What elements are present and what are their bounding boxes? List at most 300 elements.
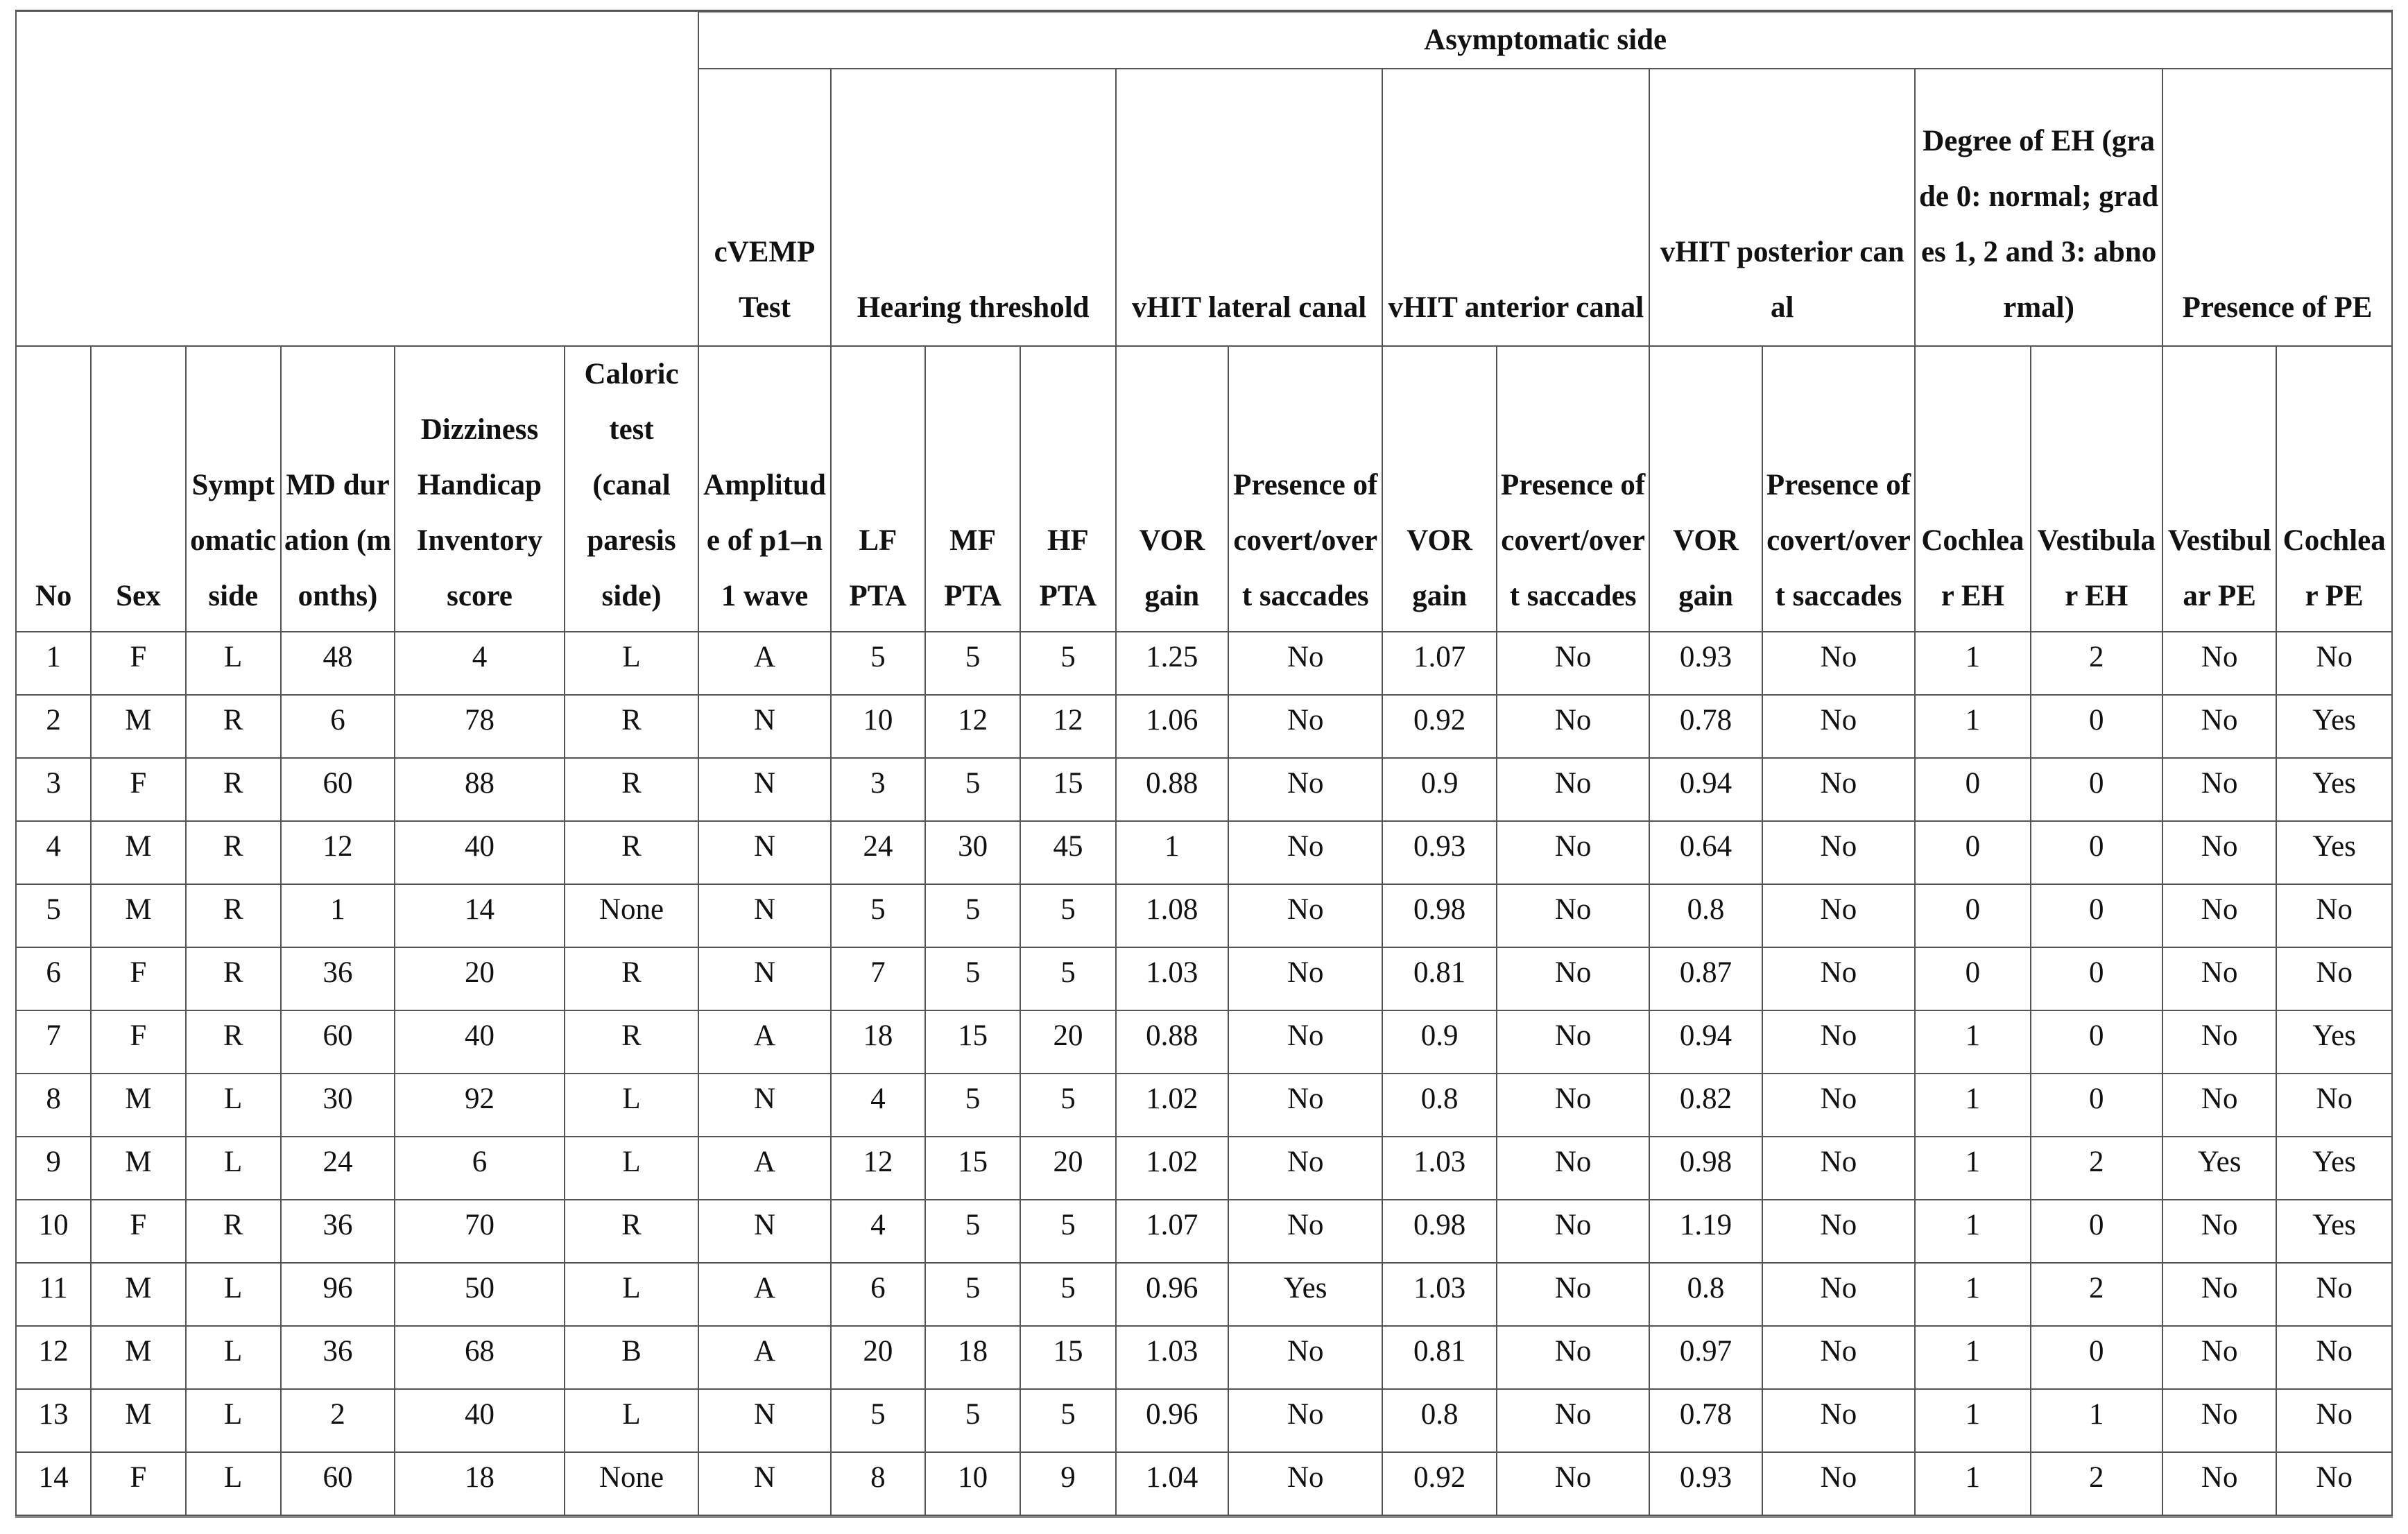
cell-lateral-vor-gain: 1.03 <box>1116 1326 1228 1389</box>
cell-posterior-saccades: No <box>1762 1074 1916 1137</box>
cell-sex: F <box>91 947 185 1010</box>
cell-symptomatic-side: L <box>186 1263 281 1326</box>
cell-cochlear-pe: No <box>2276 1452 2392 1515</box>
col-header-symptomatic-side: Symptomatic side <box>186 346 281 632</box>
header-degree-of-eh: Degree of EH (grade 0: normal; grades 1, 2 and 3: abnormal) <box>1915 69 2162 346</box>
cell-vestibular-eh: 0 <box>2031 821 2162 884</box>
cell-vestibular-eh: 0 <box>2031 947 2162 1010</box>
col-header-vestibular-pe: Vestibular PE <box>2162 346 2276 632</box>
cell-vestibular-eh: 2 <box>2031 1263 2162 1326</box>
cell-no: 7 <box>16 1010 91 1074</box>
table-row <box>16 1200 2392 1263</box>
cell-caloric-test: L <box>565 1137 699 1200</box>
cell-posterior-saccades: No <box>1762 1326 1916 1389</box>
cell-lateral-saccades: Yes <box>1228 1263 1383 1326</box>
cell-lateral-saccades: No <box>1228 758 1383 821</box>
cell-mf-pta: 5 <box>925 1200 1020 1263</box>
cell-posterior-vor-gain: 0.94 <box>1649 758 1762 821</box>
cell-mf-pta: 5 <box>925 758 1020 821</box>
cell-symptomatic-side: L <box>186 1389 281 1452</box>
cell-hf-pta: 5 <box>1020 1200 1115 1263</box>
header-asymptomatic-side: Asymptomatic side <box>698 12 2392 69</box>
cell-lateral-saccades: No <box>1228 1010 1383 1074</box>
cell-no: 5 <box>16 884 91 947</box>
cell-symptomatic-side: R <box>186 1010 281 1074</box>
cell-lateral-saccades: No <box>1228 1137 1383 1200</box>
col-header-lf-pta: LF PTA <box>831 346 925 632</box>
cell-anterior-vor-gain: 0.92 <box>1382 1452 1496 1515</box>
cell-posterior-vor-gain: 0.93 <box>1649 632 1762 695</box>
cell-anterior-vor-gain: 0.81 <box>1382 1326 1496 1389</box>
cell-lf-pta: 6 <box>831 1263 925 1326</box>
cell-lateral-vor-gain: 1 <box>1116 821 1228 884</box>
cell-anterior-saccades: No <box>1497 947 1650 1010</box>
cell-mf-pta: 5 <box>925 632 1020 695</box>
cell-dhi-score: 18 <box>395 1452 565 1515</box>
cell-sex: F <box>91 1010 185 1074</box>
cell-hf-pta: 9 <box>1020 1452 1115 1515</box>
header-cvemp: cVEMP Test <box>698 69 830 346</box>
cell-md-duration: 2 <box>281 1389 395 1452</box>
cell-symptomatic-side: L <box>186 1137 281 1200</box>
cell-posterior-vor-gain: 0.64 <box>1649 821 1762 884</box>
header-vhit-anterior: vHIT anterior canal <box>1382 69 1649 346</box>
cell-cochlear-eh: 1 <box>1915 632 2030 695</box>
cell-anterior-saccades: No <box>1497 1137 1650 1200</box>
col-header-vestibular-eh: Vestibular EH <box>2031 346 2162 632</box>
cell-vestibular-eh: 0 <box>2031 1010 2162 1074</box>
cell-posterior-saccades: No <box>1762 758 1916 821</box>
cell-mf-pta: 5 <box>925 1263 1020 1326</box>
cell-sex: M <box>91 695 185 758</box>
cell-vestibular-eh: 2 <box>2031 1137 2162 1200</box>
cell-cochlear-eh: 1 <box>1915 1010 2030 1074</box>
cell-lf-pta: 5 <box>831 884 925 947</box>
cell-lateral-vor-gain: 0.96 <box>1116 1263 1228 1326</box>
cell-md-duration: 6 <box>281 695 395 758</box>
col-header-posterior-saccades: Presence of covert/overt saccades <box>1762 346 1916 632</box>
cell-posterior-saccades: No <box>1762 1137 1916 1200</box>
cell-anterior-vor-gain: 1.03 <box>1382 1263 1496 1326</box>
cell-posterior-saccades: No <box>1762 1389 1916 1452</box>
cell-sex: F <box>91 632 185 695</box>
col-header-cochlear-eh: Cochlear EH <box>1915 346 2030 632</box>
cell-sex: M <box>91 1263 185 1326</box>
cell-posterior-vor-gain: 0.8 <box>1649 884 1762 947</box>
table-row <box>16 1389 2392 1452</box>
cell-hf-pta: 20 <box>1020 1010 1115 1074</box>
cell-cochlear-pe: No <box>2276 947 2392 1010</box>
cell-anterior-vor-gain: 0.98 <box>1382 1200 1496 1263</box>
cell-cochlear-eh: 1 <box>1915 1200 2030 1263</box>
col-header-caloric-test: Caloric test (canal paresis side) <box>565 346 699 632</box>
cell-caloric-test: R <box>565 1010 699 1074</box>
cell-lateral-vor-gain: 0.96 <box>1116 1389 1228 1452</box>
cell-cochlear-eh: 1 <box>1915 1137 2030 1200</box>
cell-sex: M <box>91 1389 185 1452</box>
table-page <box>15 10 2393 1522</box>
cell-amplitude: N <box>698 947 830 1010</box>
cell-caloric-test: None <box>565 1452 699 1515</box>
cell-vestibular-pe: No <box>2162 1326 2276 1389</box>
cell-vestibular-pe: No <box>2162 1263 2276 1326</box>
cell-posterior-vor-gain: 0.87 <box>1649 947 1762 1010</box>
cell-hf-pta: 5 <box>1020 947 1115 1010</box>
col-header-no: No <box>16 346 91 632</box>
cell-anterior-saccades: No <box>1497 1326 1650 1389</box>
cell-cochlear-eh: 1 <box>1915 1263 2030 1326</box>
cell-no: 13 <box>16 1389 91 1452</box>
cell-posterior-saccades: No <box>1762 1010 1916 1074</box>
cell-md-duration: 48 <box>281 632 395 695</box>
cell-vestibular-eh: 0 <box>2031 1200 2162 1263</box>
table-row <box>16 1326 2392 1389</box>
table-row <box>16 821 2392 884</box>
cell-dhi-score: 20 <box>395 947 565 1010</box>
cell-no: 10 <box>16 1200 91 1263</box>
cell-sex: M <box>91 884 185 947</box>
cell-posterior-saccades: No <box>1762 947 1916 1010</box>
cell-dhi-score: 14 <box>395 884 565 947</box>
cell-lf-pta: 4 <box>831 1074 925 1137</box>
cell-amplitude: N <box>698 884 830 947</box>
cell-anterior-vor-gain: 0.9 <box>1382 758 1496 821</box>
cell-dhi-score: 40 <box>395 1010 565 1074</box>
cell-sex: F <box>91 1200 185 1263</box>
cell-symptomatic-side: R <box>186 1200 281 1263</box>
cell-lf-pta: 7 <box>831 947 925 1010</box>
header-vhit-lateral: vHIT lateral canal <box>1116 69 1383 346</box>
cell-lf-pta: 5 <box>831 1389 925 1452</box>
cell-md-duration: 96 <box>281 1263 395 1326</box>
cell-amplitude: N <box>698 758 830 821</box>
cell-dhi-score: 88 <box>395 758 565 821</box>
cell-dhi-score: 6 <box>395 1137 565 1200</box>
cell-anterior-vor-gain: 0.93 <box>1382 821 1496 884</box>
cell-lateral-saccades: No <box>1228 884 1383 947</box>
bottom-rule <box>15 1516 2393 1518</box>
cell-lateral-vor-gain: 1.03 <box>1116 947 1228 1010</box>
cell-hf-pta: 20 <box>1020 1137 1115 1200</box>
cell-cochlear-eh: 1 <box>1915 695 2030 758</box>
table-row <box>16 884 2392 947</box>
cell-vestibular-pe: No <box>2162 1389 2276 1452</box>
cell-mf-pta: 30 <box>925 821 1020 884</box>
cell-dhi-score: 92 <box>395 1074 565 1137</box>
table-row <box>16 1010 2392 1074</box>
cell-cochlear-pe: Yes <box>2276 1010 2392 1074</box>
cell-posterior-vor-gain: 1.19 <box>1649 1200 1762 1263</box>
cell-lf-pta: 8 <box>831 1452 925 1515</box>
cell-anterior-saccades: No <box>1497 1263 1650 1326</box>
cell-cochlear-eh: 0 <box>1915 821 2030 884</box>
cell-anterior-vor-gain: 0.98 <box>1382 884 1496 947</box>
cell-lateral-vor-gain: 1.25 <box>1116 632 1228 695</box>
data-table <box>15 11 2393 1516</box>
cell-hf-pta: 5 <box>1020 1263 1115 1326</box>
cell-sex: M <box>91 1137 185 1200</box>
cell-dhi-score: 70 <box>395 1200 565 1263</box>
cell-caloric-test: L <box>565 1389 699 1452</box>
cell-lateral-vor-gain: 1.02 <box>1116 1074 1228 1137</box>
cell-anterior-saccades: No <box>1497 1452 1650 1515</box>
cell-caloric-test: R <box>565 1200 699 1263</box>
cell-symptomatic-side: L <box>186 1326 281 1389</box>
table-row <box>16 695 2392 758</box>
cell-sex: F <box>91 1452 185 1515</box>
col-header-amplitude: Amplitude of p1–n1 wave <box>698 346 830 632</box>
cell-no: 2 <box>16 695 91 758</box>
cell-amplitude: A <box>698 632 830 695</box>
cell-md-duration: 12 <box>281 821 395 884</box>
cell-hf-pta: 15 <box>1020 758 1115 821</box>
table-body <box>16 632 2392 1515</box>
cell-vestibular-pe: No <box>2162 1200 2276 1263</box>
table-row <box>16 1452 2392 1515</box>
cell-symptomatic-side: R <box>186 947 281 1010</box>
cell-md-duration: 36 <box>281 1326 395 1389</box>
cell-vestibular-pe: No <box>2162 1452 2276 1515</box>
cell-vestibular-pe: No <box>2162 758 2276 821</box>
cell-cochlear-pe: No <box>2276 1326 2392 1389</box>
cell-lf-pta: 24 <box>831 821 925 884</box>
col-header-anterior-vor-gain: VOR gain <box>1382 346 1496 632</box>
cell-vestibular-pe: Yes <box>2162 1137 2276 1200</box>
cell-md-duration: 1 <box>281 884 395 947</box>
cell-posterior-saccades: No <box>1762 884 1916 947</box>
cell-amplitude: A <box>698 1326 830 1389</box>
col-header-anterior-saccades: Presence of covert/overt saccades <box>1497 346 1650 632</box>
cell-posterior-vor-gain: 0.78 <box>1649 1389 1762 1452</box>
cell-no: 11 <box>16 1263 91 1326</box>
cell-hf-pta: 5 <box>1020 1074 1115 1137</box>
cell-posterior-vor-gain: 0.93 <box>1649 1452 1762 1515</box>
cell-amplitude: A <box>698 1137 830 1200</box>
cell-vestibular-pe: No <box>2162 695 2276 758</box>
cell-caloric-test: R <box>565 695 699 758</box>
cell-caloric-test: L <box>565 632 699 695</box>
cell-anterior-vor-gain: 0.8 <box>1382 1074 1496 1137</box>
cell-hf-pta: 15 <box>1020 1326 1115 1389</box>
table-row <box>16 1137 2392 1200</box>
cell-dhi-score: 40 <box>395 1389 565 1452</box>
header-corner-blank <box>16 12 698 346</box>
cell-lateral-vor-gain: 1.02 <box>1116 1137 1228 1200</box>
cell-mf-pta: 18 <box>925 1326 1020 1389</box>
cell-cochlear-eh: 1 <box>1915 1389 2030 1452</box>
cell-md-duration: 60 <box>281 1452 395 1515</box>
cell-caloric-test: B <box>565 1326 699 1389</box>
cell-cochlear-pe: No <box>2276 1263 2392 1326</box>
cell-cochlear-eh: 1 <box>1915 1452 2030 1515</box>
col-header-lateral-saccades: Presence of covert/overt saccades <box>1228 346 1383 632</box>
cell-mf-pta: 5 <box>925 884 1020 947</box>
cell-caloric-test: None <box>565 884 699 947</box>
col-header-cochlear-pe: Cochlear PE <box>2276 346 2392 632</box>
cell-lateral-saccades: No <box>1228 947 1383 1010</box>
cell-lateral-vor-gain: 0.88 <box>1116 1010 1228 1074</box>
cell-symptomatic-side: R <box>186 695 281 758</box>
cell-no: 4 <box>16 821 91 884</box>
cell-symptomatic-side: L <box>186 1074 281 1137</box>
cell-caloric-test: L <box>565 1074 699 1137</box>
cell-lateral-vor-gain: 1.08 <box>1116 884 1228 947</box>
cell-lateral-vor-gain: 1.07 <box>1116 1200 1228 1263</box>
cell-vestibular-pe: No <box>2162 821 2276 884</box>
cell-anterior-saccades: No <box>1497 1200 1650 1263</box>
cell-lateral-saccades: No <box>1228 1326 1383 1389</box>
table-row <box>16 758 2392 821</box>
cell-amplitude: A <box>698 1263 830 1326</box>
table-row <box>16 947 2392 1010</box>
cell-anterior-saccades: No <box>1497 695 1650 758</box>
cell-dhi-score: 78 <box>395 695 565 758</box>
cell-symptomatic-side: R <box>186 884 281 947</box>
cell-anterior-saccades: No <box>1497 884 1650 947</box>
cell-lf-pta: 10 <box>831 695 925 758</box>
cell-symptomatic-side: L <box>186 1452 281 1515</box>
cell-vestibular-pe: No <box>2162 632 2276 695</box>
cell-cochlear-pe: No <box>2276 1389 2392 1452</box>
cell-anterior-vor-gain: 0.9 <box>1382 1010 1496 1074</box>
cell-posterior-saccades: No <box>1762 821 1916 884</box>
col-header-lateral-vor-gain: VOR gain <box>1116 346 1228 632</box>
cell-amplitude: N <box>698 1452 830 1515</box>
cell-caloric-test: R <box>565 821 699 884</box>
cell-symptomatic-side: R <box>186 758 281 821</box>
cell-mf-pta: 12 <box>925 695 1020 758</box>
cell-lateral-vor-gain: 0.88 <box>1116 758 1228 821</box>
cell-posterior-saccades: No <box>1762 632 1916 695</box>
cell-lf-pta: 18 <box>831 1010 925 1074</box>
cell-lf-pta: 4 <box>831 1200 925 1263</box>
cell-anterior-vor-gain: 0.81 <box>1382 947 1496 1010</box>
header-vhit-posterior: vHIT posterior canal <box>1649 69 1915 346</box>
cell-hf-pta: 5 <box>1020 884 1115 947</box>
cell-vestibular-eh: 2 <box>2031 1452 2162 1515</box>
cell-lf-pta: 3 <box>831 758 925 821</box>
cell-anterior-vor-gain: 1.07 <box>1382 632 1496 695</box>
cell-lateral-saccades: No <box>1228 821 1383 884</box>
cell-hf-pta: 5 <box>1020 1389 1115 1452</box>
cell-anterior-saccades: No <box>1497 821 1650 884</box>
cell-amplitude: N <box>698 1389 830 1452</box>
cell-caloric-test: L <box>565 1263 699 1326</box>
cell-cochlear-eh: 0 <box>1915 758 2030 821</box>
cell-hf-pta: 5 <box>1020 632 1115 695</box>
cell-cochlear-pe: No <box>2276 1074 2392 1137</box>
cell-posterior-saccades: No <box>1762 1452 1916 1515</box>
cell-lf-pta: 20 <box>831 1326 925 1389</box>
cell-cochlear-pe: Yes <box>2276 1137 2392 1200</box>
cell-no: 14 <box>16 1452 91 1515</box>
cell-dhi-score: 50 <box>395 1263 565 1326</box>
cell-cochlear-eh: 0 <box>1915 947 2030 1010</box>
cell-lateral-saccades: No <box>1228 1452 1383 1515</box>
cell-vestibular-eh: 0 <box>2031 695 2162 758</box>
cell-vestibular-pe: No <box>2162 947 2276 1010</box>
table-row <box>16 1074 2392 1137</box>
cell-hf-pta: 12 <box>1020 695 1115 758</box>
cell-amplitude: N <box>698 695 830 758</box>
cell-cochlear-eh: 0 <box>1915 884 2030 947</box>
cell-lateral-saccades: No <box>1228 632 1383 695</box>
cell-symptomatic-side: R <box>186 821 281 884</box>
col-header-sex: Sex <box>91 346 185 632</box>
cell-anterior-vor-gain: 0.8 <box>1382 1389 1496 1452</box>
cell-lateral-saccades: No <box>1228 1074 1383 1137</box>
col-header-mf-pta: MF PTA <box>925 346 1020 632</box>
header-hearing-threshold: Hearing threshold <box>831 69 1116 346</box>
cell-mf-pta: 5 <box>925 1074 1020 1137</box>
cell-anterior-saccades: No <box>1497 1010 1650 1074</box>
cell-anterior-saccades: No <box>1497 1389 1650 1452</box>
header-presence-of-pe: Presence of PE <box>2162 69 2392 346</box>
cell-md-duration: 30 <box>281 1074 395 1137</box>
cell-posterior-vor-gain: 0.8 <box>1649 1263 1762 1326</box>
cell-mf-pta: 15 <box>925 1137 1020 1200</box>
cell-anterior-saccades: No <box>1497 1074 1650 1137</box>
cell-lf-pta: 5 <box>831 632 925 695</box>
cell-md-duration: 24 <box>281 1137 395 1200</box>
cell-anterior-vor-gain: 1.03 <box>1382 1137 1496 1200</box>
cell-amplitude: A <box>698 1010 830 1074</box>
cell-sex: M <box>91 1326 185 1389</box>
cell-cochlear-pe: Yes <box>2276 695 2392 758</box>
cell-sex: M <box>91 821 185 884</box>
cell-posterior-saccades: No <box>1762 695 1916 758</box>
cell-no: 3 <box>16 758 91 821</box>
cell-lateral-saccades: No <box>1228 695 1383 758</box>
cell-dhi-score: 40 <box>395 821 565 884</box>
cell-posterior-vor-gain: 0.78 <box>1649 695 1762 758</box>
col-header-md-duration: MD duration (months) <box>281 346 395 632</box>
cell-cochlear-eh: 1 <box>1915 1074 2030 1137</box>
cell-lateral-vor-gain: 1.06 <box>1116 695 1228 758</box>
cell-vestibular-pe: No <box>2162 1010 2276 1074</box>
cell-no: 9 <box>16 1137 91 1200</box>
cell-cochlear-pe: Yes <box>2276 821 2392 884</box>
cell-hf-pta: 45 <box>1020 821 1115 884</box>
cell-md-duration: 60 <box>281 1010 395 1074</box>
cell-amplitude: N <box>698 1074 830 1137</box>
cell-anterior-saccades: No <box>1497 632 1650 695</box>
col-header-posterior-vor-gain: VOR gain <box>1649 346 1762 632</box>
cell-posterior-vor-gain: 0.82 <box>1649 1074 1762 1137</box>
cell-caloric-test: R <box>565 947 699 1010</box>
cell-vestibular-eh: 0 <box>2031 758 2162 821</box>
cell-lateral-vor-gain: 1.04 <box>1116 1452 1228 1515</box>
cell-no: 1 <box>16 632 91 695</box>
cell-amplitude: N <box>698 1200 830 1263</box>
cell-sex: F <box>91 758 185 821</box>
cell-dhi-score: 4 <box>395 632 565 695</box>
col-header-hf-pta: HF PTA <box>1020 346 1115 632</box>
cell-sex: M <box>91 1074 185 1137</box>
table-row <box>16 1263 2392 1326</box>
cell-posterior-vor-gain: 0.97 <box>1649 1326 1762 1389</box>
cell-cochlear-pe: Yes <box>2276 1200 2392 1263</box>
cell-md-duration: 36 <box>281 947 395 1010</box>
cell-vestibular-pe: No <box>2162 1074 2276 1137</box>
cell-mf-pta: 5 <box>925 1389 1020 1452</box>
cell-lateral-saccades: No <box>1228 1200 1383 1263</box>
cell-posterior-saccades: No <box>1762 1200 1916 1263</box>
cell-vestibular-pe: No <box>2162 884 2276 947</box>
table-row <box>16 632 2392 695</box>
cell-md-duration: 36 <box>281 1200 395 1263</box>
cell-anterior-saccades: No <box>1497 758 1650 821</box>
